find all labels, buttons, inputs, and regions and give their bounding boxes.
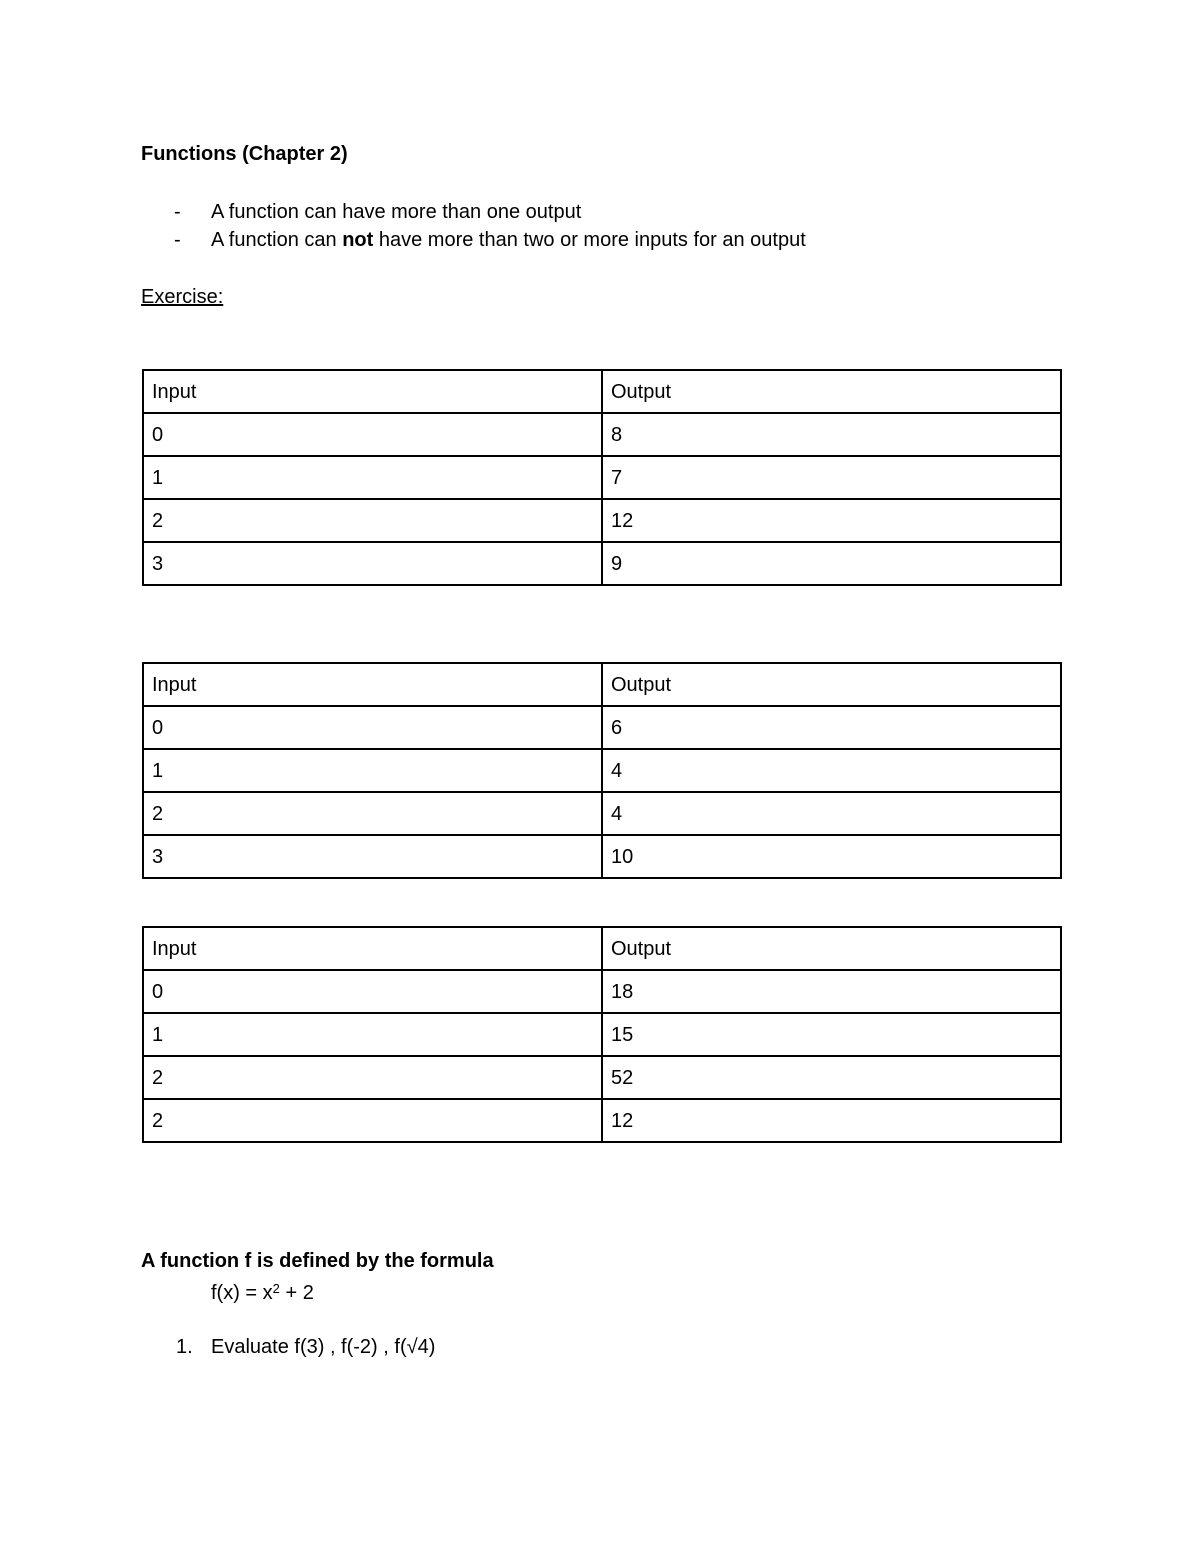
table-cell: 6 xyxy=(602,706,1061,749)
table-row xyxy=(143,749,1061,792)
table-row xyxy=(143,1013,1061,1056)
bullet-text-tail: have more than two or more inputs for an output xyxy=(373,229,806,251)
question-text: Evaluate f(3) , f(-2) , f(√4) xyxy=(211,1336,436,1358)
table-header-cell: Output xyxy=(602,370,1061,413)
table-header-row xyxy=(143,927,1061,970)
table-row xyxy=(143,792,1061,835)
definition-heading: A function f is defined by the formula xyxy=(141,1250,494,1272)
bullet-text: A function can have more than one output xyxy=(211,201,582,223)
table-cell: 2 xyxy=(143,499,602,542)
table-cell: 1 xyxy=(143,456,602,499)
table-header-cell: Input xyxy=(143,663,602,706)
page-title: Functions (Chapter 2) xyxy=(141,143,348,165)
table-cell: 0 xyxy=(143,413,602,456)
bullet-text: A function can xyxy=(211,229,343,251)
table-header-row xyxy=(143,370,1061,413)
question-item xyxy=(176,1334,435,1360)
table-row xyxy=(143,706,1061,749)
table-cell: 18 xyxy=(602,970,1061,1013)
question-number: 1. xyxy=(176,1336,193,1358)
table-cell: 0 xyxy=(143,970,602,1013)
table-row xyxy=(143,835,1061,878)
table-row xyxy=(143,413,1061,456)
table-cell: 12 xyxy=(602,499,1061,542)
table-header-cell: Output xyxy=(602,927,1061,970)
table-cell: 0 xyxy=(143,706,602,749)
bullet-item xyxy=(141,199,806,227)
formula-rest: + 2 xyxy=(279,1282,314,1304)
table-row xyxy=(143,970,1061,1013)
bullet-dash: - xyxy=(174,229,181,251)
exercise-label: Exercise: xyxy=(141,286,224,308)
table-cell: 1 xyxy=(143,749,602,792)
table-header-cell: Output xyxy=(602,663,1061,706)
formula-exponent: 2 xyxy=(272,1281,280,1296)
table-cell: 2 xyxy=(143,1056,602,1099)
io-table-3 xyxy=(142,926,1062,1143)
bullet-item xyxy=(141,227,806,255)
table-cell: 7 xyxy=(602,456,1061,499)
formula-base: f(x) = x xyxy=(211,1282,273,1304)
bullet-dash: - xyxy=(174,201,181,223)
table-cell: 2 xyxy=(143,792,602,835)
table-cell: 12 xyxy=(602,1099,1061,1142)
table-row xyxy=(143,542,1061,585)
table-row xyxy=(143,456,1061,499)
table-cell: 1 xyxy=(143,1013,602,1056)
table-row xyxy=(143,499,1061,542)
io-table-1 xyxy=(142,369,1062,586)
table-cell: 4 xyxy=(602,749,1061,792)
table-row xyxy=(143,1056,1061,1099)
table-cell: 2 xyxy=(143,1099,602,1142)
table-header-cell: Input xyxy=(143,370,602,413)
io-table-2 xyxy=(142,662,1062,879)
table-cell: 52 xyxy=(602,1056,1061,1099)
table-cell: 10 xyxy=(602,835,1061,878)
table-cell: 15 xyxy=(602,1013,1061,1056)
table-cell: 4 xyxy=(602,792,1061,835)
table-cell: 9 xyxy=(602,542,1061,585)
function-formula xyxy=(211,1276,314,1306)
table-cell: 3 xyxy=(143,542,602,585)
bullet-list xyxy=(141,199,806,255)
table-header-cell: Input xyxy=(143,927,602,970)
table-cell: 3 xyxy=(143,835,602,878)
table-row xyxy=(143,1099,1061,1142)
table-cell: 8 xyxy=(602,413,1061,456)
table-header-row xyxy=(143,663,1061,706)
bullet-bold-text: not xyxy=(342,229,374,251)
